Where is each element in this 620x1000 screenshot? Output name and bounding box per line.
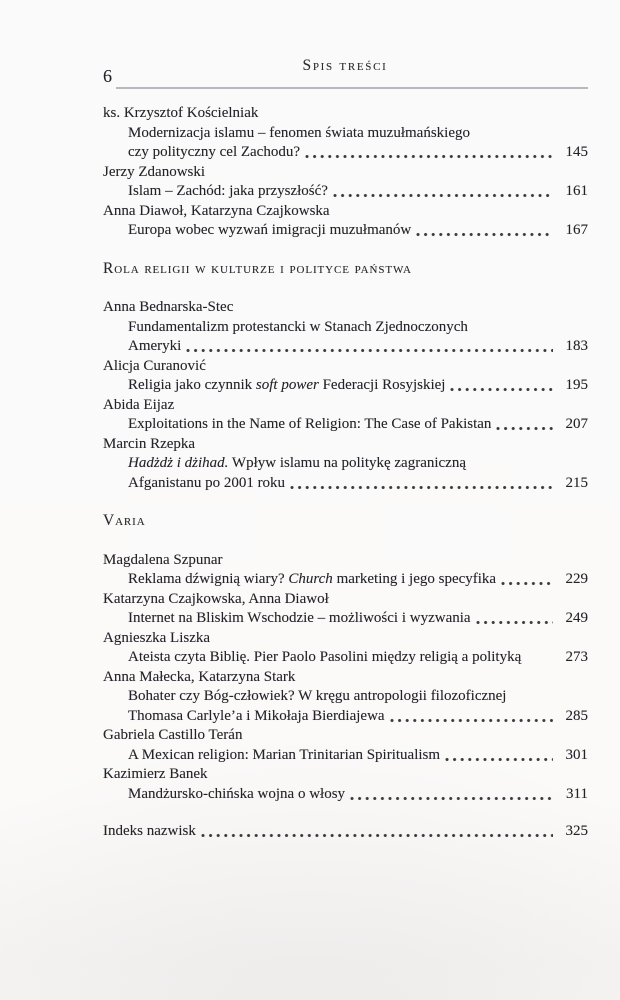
dot-leader — [445, 757, 553, 762]
title-segment: Federacji Rosyjskiej — [318, 377, 446, 393]
title-segment: Exploitations in the Name of Religion: The Case of Pakistan — [128, 416, 492, 432]
entry-title-line — [102, 376, 588, 396]
dot-leader — [350, 796, 553, 801]
entry-page-number: 229 — [565, 571, 588, 587]
title-segment: Reklama dźwignią wiary? — [128, 571, 289, 587]
toc-entry — [102, 435, 588, 494]
entry-title-text — [128, 182, 328, 202]
dot-leader — [290, 485, 553, 490]
section-heading: Rola religii w kulturze i polityce państwa — [103, 259, 412, 277]
entry-author: Abida Eijaz — [103, 396, 175, 413]
entry-author: Gabriela Castillo Terán — [103, 727, 243, 743]
title-segment: marketing i jego specyfika — [332, 571, 497, 587]
entry-page-number: 311 — [566, 785, 588, 802]
entry-page-number: 215 — [565, 474, 588, 491]
dot-leader — [416, 232, 553, 237]
entry-author: Anna Diawoł, Katarzyna Czajkowska — [103, 202, 330, 219]
entry-title-text — [128, 474, 285, 494]
entry-author: Magdalena Szpunar — [103, 551, 223, 568]
table-of-contents — [102, 89, 588, 842]
entry-title-text — [128, 318, 468, 338]
toc-entry — [102, 551, 588, 590]
title-segment: Ameryki — [128, 338, 182, 354]
title-segment: Bohater czy Bóg-człowiek? W kręgu antropologii filozoficznej — [128, 688, 507, 704]
title-segment: Europa wobec wyzwań imigracji muzułmanów — [128, 222, 412, 238]
entry-title-text — [128, 648, 521, 668]
entry-author: Kazimierz Banek — [103, 766, 208, 782]
title-segment: Fundamentalizm protestancki w Stanach Zjednoczonych — [128, 318, 468, 335]
entry-title-line — [102, 746, 588, 766]
entry-title-text — [128, 785, 345, 805]
entry-title-line — [102, 785, 588, 805]
entry-title-line — [102, 609, 588, 629]
entry-page-number: 145 — [565, 144, 588, 160]
toc-entry — [102, 357, 588, 396]
toc-entry — [102, 668, 588, 727]
entry-title-text — [128, 687, 506, 707]
index-label: Indeks nazwisk — [103, 823, 196, 839]
entry-title-line — [102, 687, 588, 707]
toc-entry — [102, 629, 588, 668]
title-segment: Modernizacja islamu – fenomen świata muzułmańskiego — [128, 124, 470, 141]
entry-title-line — [102, 182, 588, 202]
entry-title-text — [128, 609, 471, 629]
entry-author: Agnieszka Liszka — [103, 629, 211, 646]
entry-author: Anna Małecka, Katarzyna Stark — [103, 668, 296, 685]
entry-title-line — [102, 474, 588, 494]
title-segment: Wpływ islamu na politykę zagraniczną — [228, 455, 466, 471]
title-segment: Islam – Zachód: jaka przyszłość? — [128, 183, 328, 199]
index-page-number: 325 — [565, 823, 588, 839]
index-entry — [102, 822, 588, 842]
title-segment: Ateista czyta Biblię. Pier Paolo Pasolini między religią a polityką — [128, 649, 522, 665]
entry-title-text — [128, 337, 181, 357]
entry-title-line — [102, 707, 588, 727]
title-segment: Religia jako czynnik — [128, 377, 256, 393]
entry-page-number: 301 — [565, 746, 588, 763]
page-header — [102, 0, 588, 89]
entry-page-number: 207 — [565, 416, 588, 432]
entry-title-line — [102, 648, 588, 668]
entry-author: Jerzy Zdanowski — [103, 163, 206, 180]
entry-page-number: 161 — [565, 183, 588, 199]
dot-leader — [501, 581, 553, 586]
toc-entry — [102, 590, 588, 629]
title-segment: soft power — [255, 377, 319, 393]
entry-title-text — [128, 570, 496, 590]
entry-title-text — [128, 746, 440, 766]
entry-title-line — [102, 454, 588, 474]
entry-title-text — [128, 415, 491, 435]
dot-leader — [186, 348, 553, 353]
running-title: Spis treści — [302, 57, 388, 74]
entry-title-text — [128, 707, 385, 727]
section-heading: Varia — [103, 512, 146, 529]
entry-title-text — [128, 454, 466, 474]
entry-page-number: 183 — [565, 338, 588, 354]
dot-leader — [201, 833, 553, 838]
entry-page-number: 285 — [565, 707, 588, 724]
toc-entry — [102, 298, 588, 357]
entry-title-text — [128, 376, 445, 396]
toc-entry — [102, 726, 588, 765]
dot-leader — [450, 387, 553, 392]
dot-leader — [496, 426, 553, 431]
entry-title-line — [102, 570, 588, 590]
entry-title-line — [102, 143, 588, 163]
page-number: 6 — [103, 66, 112, 86]
title-segment: Hadżdż i dżihad. — [128, 455, 229, 471]
entry-title-line — [102, 221, 588, 241]
entry-title-text — [128, 221, 411, 241]
toc-entry — [102, 104, 588, 163]
dot-leader — [333, 193, 553, 198]
entry-title-line — [102, 124, 588, 144]
entry-title-text — [128, 124, 470, 144]
entry-page-number: 195 — [565, 377, 588, 393]
title-segment: Afganistanu po 2001 roku — [128, 474, 286, 491]
entry-page-number: 249 — [565, 610, 588, 626]
entry-author: Marcin Rzepka — [103, 435, 196, 452]
dot-leader — [305, 154, 553, 159]
entry-title-line — [102, 415, 588, 435]
toc-entry — [102, 765, 588, 804]
entry-title-line — [102, 337, 588, 357]
entry-author: Katarzyna Czajkowska, Anna Diawoł — [103, 590, 329, 607]
title-segment: czy polityczny cel Zachodu? — [128, 144, 301, 160]
title-segment: A Mexican religion: Marian Trinitarian Spiritualism — [128, 746, 441, 763]
entry-author: ks. Krzysztof Kościelniak — [103, 105, 259, 121]
entry-author: Anna Bednarska-Stec — [103, 299, 234, 315]
entry-title-line — [102, 318, 588, 338]
toc-entry — [102, 202, 588, 241]
title-segment: Church — [288, 571, 333, 587]
title-segment: Internet na Bliskim Wschodzie – możliwości i wyzwania — [128, 610, 471, 626]
entry-page-number: 273 — [565, 649, 588, 665]
toc-entry — [102, 396, 588, 435]
toc-entry — [102, 163, 588, 202]
dot-leader — [390, 718, 553, 723]
title-segment: Thomasa Carlyle’a i Mikołaja Bierdiajewa — [128, 707, 385, 724]
title-segment: Mandżursko-chińska wojna o włosy — [128, 785, 346, 802]
entry-title-text — [128, 143, 300, 163]
entry-author: Alicja Curanović — [103, 357, 206, 374]
dot-leader — [476, 620, 553, 625]
entry-page-number: 167 — [565, 222, 588, 238]
